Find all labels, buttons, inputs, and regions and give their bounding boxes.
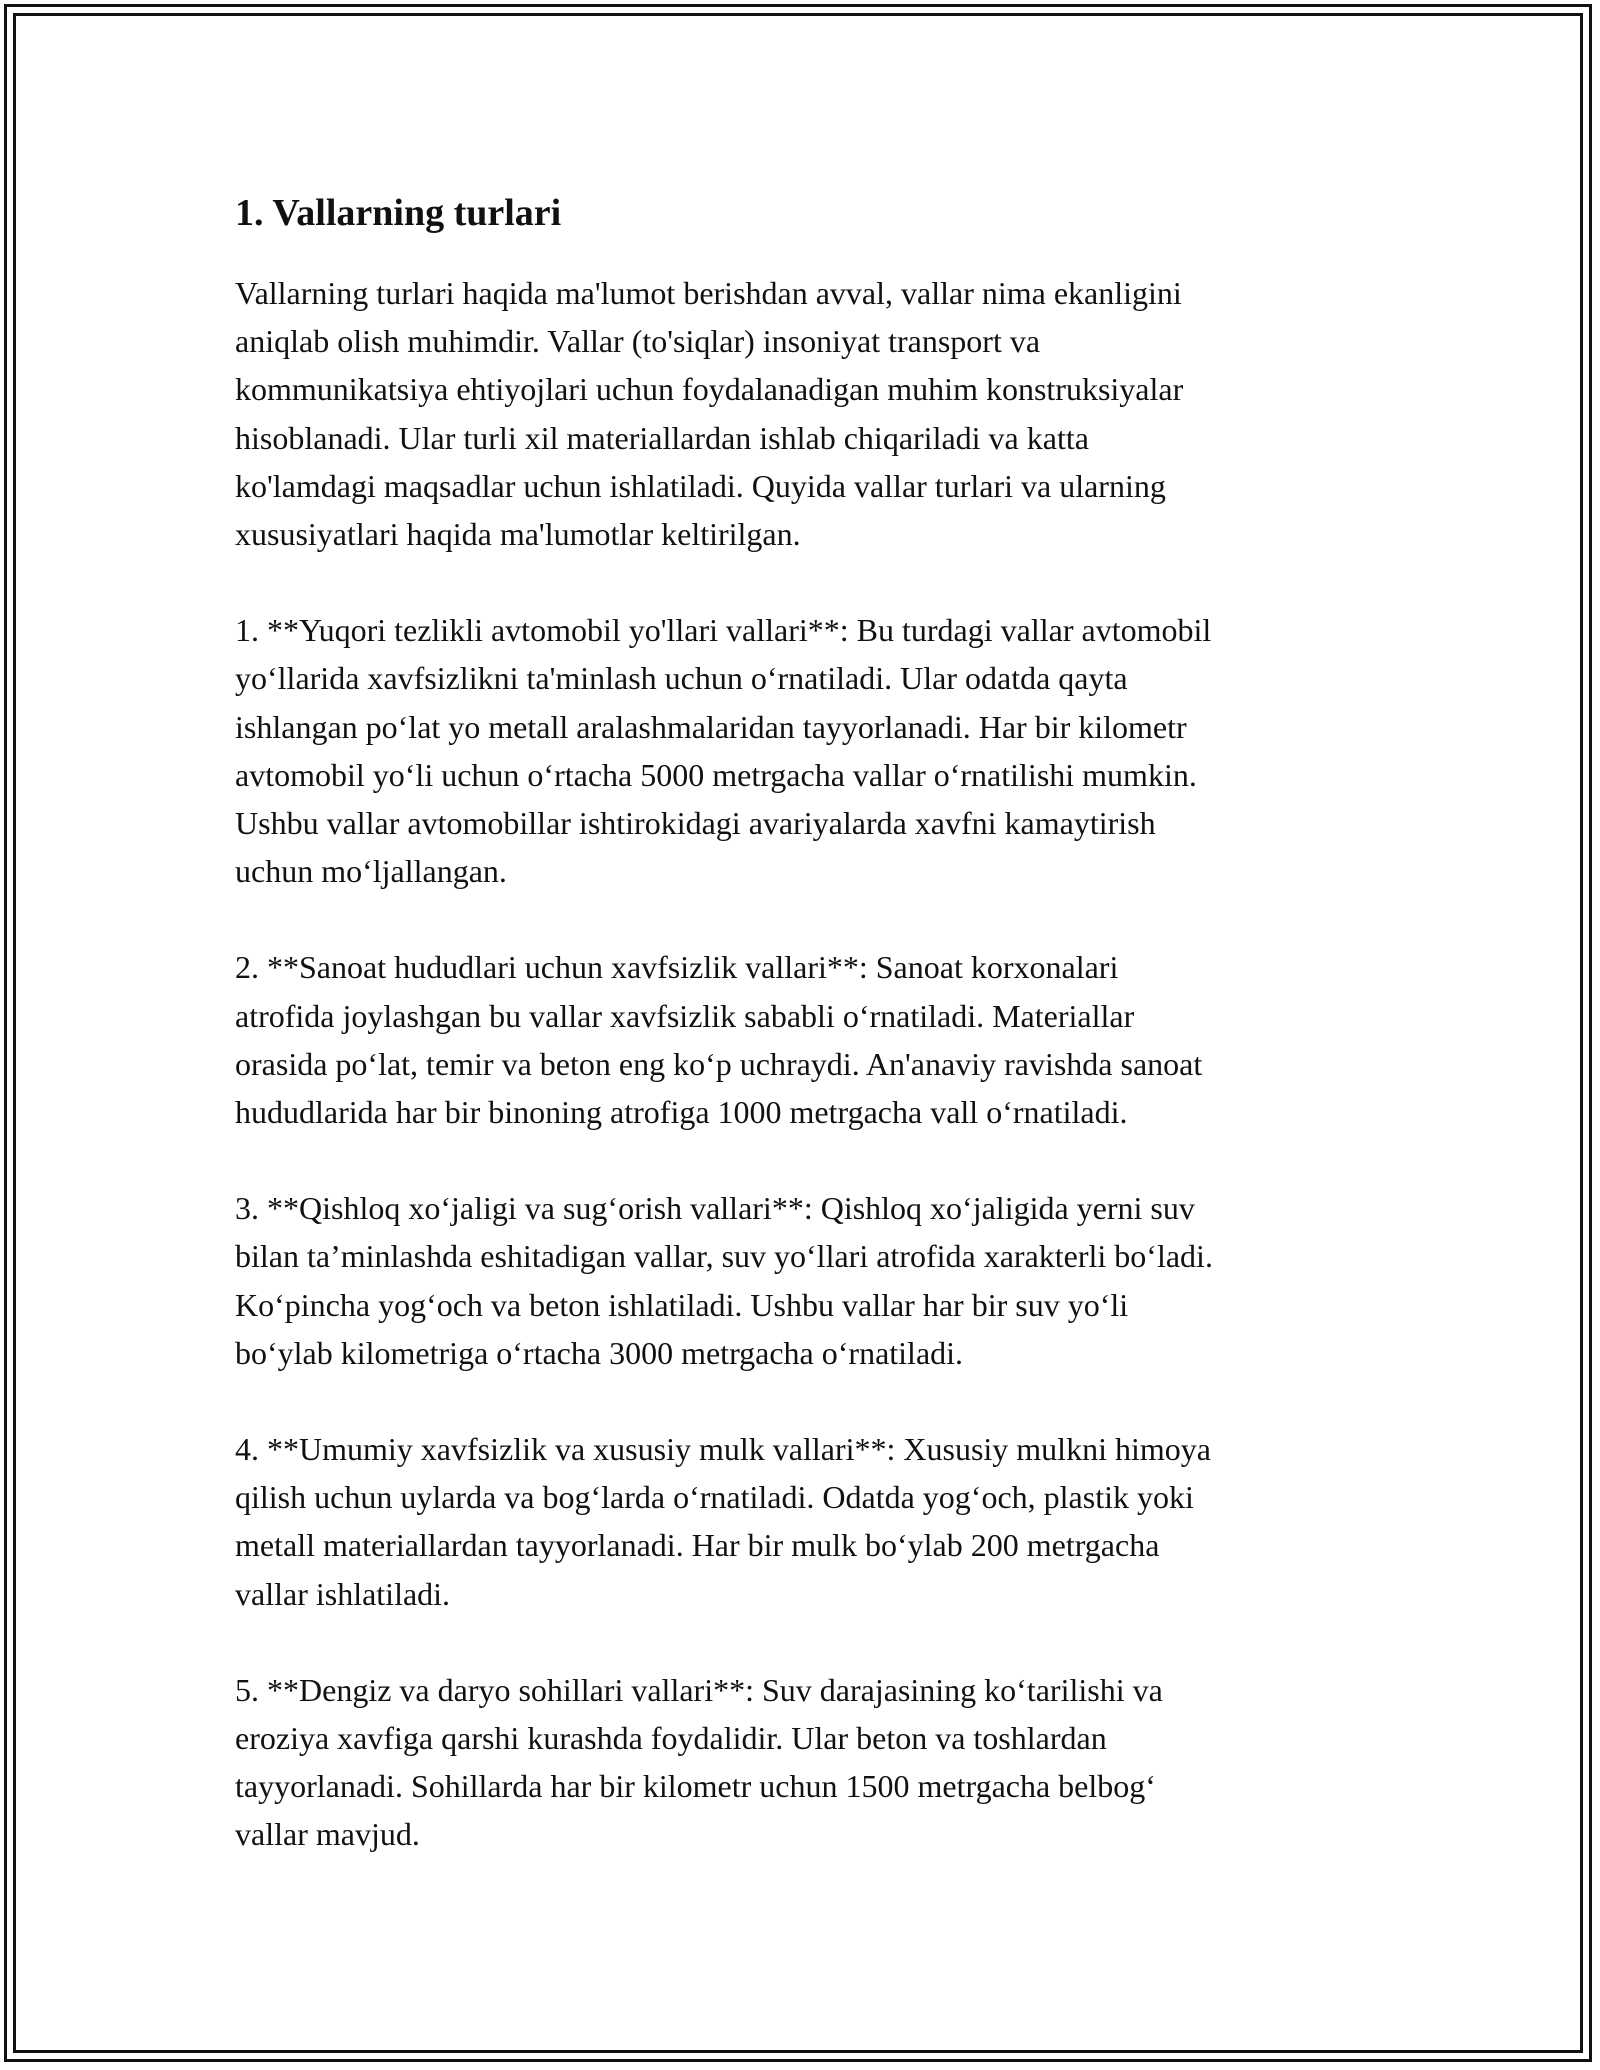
list-item-agriculture-barriers: 3. **Qishloq xo‘jaligi va sug‘orish vallari**: Qishloq xo‘jaligida yerni suv bilan ta’minlashda eshitadigan vallar, suv yo‘llari atrofida xarakterli bo‘ladi. Ko‘pincha yog‘och va beton ishlatiladi. Ushbu vallar har bir suv yo‘li bo‘ylab kilometriga o‘rtacha 3000 metrgacha o‘rnatiladi.: [235, 1190, 1213, 1371]
list-item-industrial-barriers: 2. **Sanoat hududlari uchun xavfsizlik vallari**: Sanoat korxonalari atrofida joylashgan bu vallar xavfsizlik sababli o‘rnatiladi. Materiallar orasida po‘lat, temir va beton eng ko‘p uchraydi. An'anaviy ravishda sanoat hududlarida har bir binoning atrofiga 1000 metrgacha vall o‘rnatiladi.: [235, 949, 1203, 1131]
list-item-coastal-barriers: 5. **Dengiz va daryo sohillari vallari**: Suv darajasining ko‘tarilishi va eroziya xavfiga qarshi kurashda foydalidir. Ular beton va toshlardan tayyorlanadi. Sohillarda har bir kilometr uchun 1500 metrgacha belbog‘ vallar mavjud.: [235, 1671, 1163, 1853]
intro-paragraph: Vallarning turlari haqida ma'lumot berishdan avval, vallar nima ekanligini aniqlab olish muhimdir. Vallar (to'siqlar) insoniyat transport va kommunikatsiya ehtiyojlari uchun foydalanadigan muhim konstruksiyalar hisoblanadi. Ular turli xil materiallardan ishlab chiqariladi va katta ko'lamdagi maqsadlar uchun ishlatiladi. Quyida vallar turlari va ularning xususiyatlari haqida ma'lumotlar keltirilgan.: [235, 275, 1184, 553]
document-body: [235, 185, 1375, 1907]
section-heading: 1. Vallarning turlari: [235, 192, 562, 234]
list-item-private-property-barriers: 4. **Umumiy xavfsizlik va xususiy mulk vallari**: Xususiy mulkni himoya qilish uchun uylarda va bog‘larda o‘rnatiladi. Odatda yog‘och, plastik yoki metall materiallardan tayyorlanadi. Har bir mulk bo‘ylab 200 metrgacha vallar ishlatiladi.: [235, 1431, 1211, 1612]
list-item-highway-barriers: 1. **Yuqori tezlikli avtomobil yo'llari vallari**: Bu turdagi vallar avtomobil yo‘llarida xavfsizlikni ta'minlash uchun o‘rnatiladi. Ular odatda qayta ishlangan po‘lat yo metall aralashmalaridan tayyorlanadi. Har bir kilometr avtomobil yo‘li uchun o‘rtacha 5000 metrgacha vallar o‘rnatilishi mumkin. Ushbu vallar avtomobillar ishtirokidagi avariyalarda xavfni kamaytirish uchun mo‘ljallangan.: [235, 612, 1212, 890]
